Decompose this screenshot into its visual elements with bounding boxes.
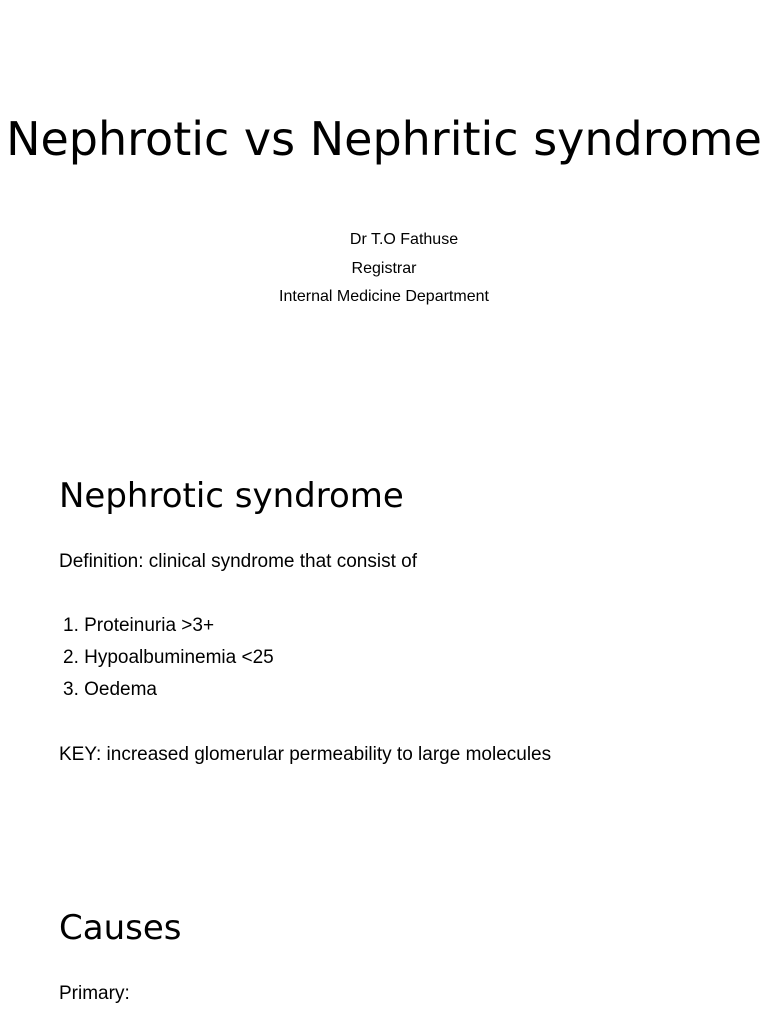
presenter-role: Registrar <box>351 260 417 277</box>
key-text: KEY: increased glomerular permeability to large molecules <box>59 744 552 765</box>
primary-label: Primary: <box>59 983 130 1004</box>
slide-heading: Causes <box>59 908 182 948</box>
presenter-department: Internal Medicine Department <box>279 288 489 305</box>
causes-slide <box>0 900 768 1024</box>
list-item: 1. Proteinuria >3+ <box>63 615 215 636</box>
presentation-title: Nephrotic vs Nephritic syndrome <box>6 112 762 166</box>
criteria-list <box>63 614 274 710</box>
nephrotic-slide <box>0 462 768 862</box>
presenter-name: Dr T.O Fathuse <box>349 231 459 248</box>
title-slide <box>0 0 768 372</box>
definition-text: Definition: clinical syndrome that consist of <box>59 551 417 572</box>
slide-heading: Nephrotic syndrome <box>59 476 404 516</box>
list-item: 3. Oedema <box>63 679 157 700</box>
list-item: 2. Hypoalbuminemia <25 <box>63 647 274 668</box>
